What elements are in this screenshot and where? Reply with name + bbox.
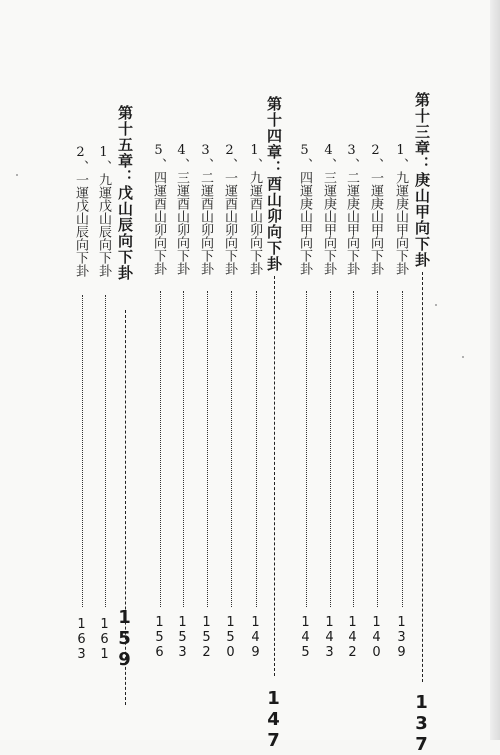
- toc-page-number: 150: [223, 615, 238, 660]
- print-speck: [16, 174, 18, 176]
- toc-entry-label: 3、二運酉山卯向下卦: [198, 143, 213, 275]
- toc-entry-15-1[interactable]: [95, 145, 117, 670]
- toc-entry-label: 4、三運庚山甲向下卦: [321, 143, 336, 275]
- leader-dots: [231, 291, 232, 607]
- toc-entry-14-2[interactable]: [221, 143, 243, 670]
- toc-page-number: 163: [74, 617, 89, 662]
- toc-entry-label: 第十四章：酉山卯向下卦: [265, 96, 283, 272]
- toc-entry-label: 5、四運酉山卯向下卦: [151, 143, 166, 275]
- toc-entry-14-3[interactable]: [197, 143, 219, 670]
- toc-entry-chapter-15[interactable]: [115, 105, 137, 670]
- toc-entry-label: 1、九運酉山卯向下卦: [247, 143, 262, 275]
- print-speck: [462, 356, 464, 358]
- leader-dots: [353, 291, 354, 607]
- leader-dots: [82, 295, 83, 607]
- toc-page-number: 142: [345, 615, 360, 660]
- toc-entry-label: 3、二運庚山甲向下卦: [344, 143, 359, 275]
- toc-page-number: 137: [411, 692, 432, 755]
- leader-dots: [207, 291, 208, 607]
- toc-entry-label: 1、九運戊山辰向下卦: [96, 145, 111, 277]
- toc-entry-label: 5、四運庚山甲向下卦: [297, 143, 312, 275]
- toc-entry-15-2[interactable]: [72, 145, 94, 670]
- toc-page-number: 152: [199, 615, 214, 660]
- toc-entry-13-1[interactable]: [392, 143, 414, 670]
- toc-page-number: 149: [248, 615, 263, 660]
- toc-page-number: 143: [322, 615, 337, 660]
- leader-dots: [422, 272, 423, 682]
- leader-dots: [330, 291, 331, 607]
- toc-entry-14-1[interactable]: [246, 143, 268, 670]
- page-edge-shadow: [490, 0, 500, 740]
- toc-page-number: 159: [114, 607, 135, 670]
- toc-entry-label: 2、一運戊山辰向下卦: [73, 145, 88, 277]
- toc-entry-13-2[interactable]: [367, 143, 389, 670]
- toc-page-number: 161: [97, 617, 112, 662]
- leader-dots: [105, 295, 106, 607]
- toc-page-number: 145: [298, 615, 313, 660]
- toc-entry-14-5[interactable]: [150, 143, 172, 670]
- leader-dots: [274, 276, 275, 676]
- leader-dots: [256, 291, 257, 607]
- leader-dots: [377, 291, 378, 607]
- toc-entry-label: 1、九運庚山甲向下卦: [393, 143, 408, 275]
- toc-entry-13-5[interactable]: [296, 143, 318, 670]
- toc-entry-13-3[interactable]: [343, 143, 365, 670]
- toc-entry-label: 第十五章：戊山辰向下卦: [116, 105, 134, 281]
- toc-entry-label: 2、一運庚山甲向下卦: [368, 143, 383, 275]
- leader-dots: [402, 291, 403, 607]
- print-speck: [435, 304, 437, 306]
- toc-entry-label: 4、三運酉山卯向下卦: [174, 143, 189, 275]
- toc-page-number: 139: [394, 615, 409, 660]
- toc-page-number: 140: [369, 615, 384, 660]
- leader-dots: [183, 291, 184, 607]
- toc-page-number: 156: [152, 615, 167, 660]
- toc-entry-13-4[interactable]: [320, 143, 342, 670]
- leader-dots: [160, 291, 161, 607]
- toc-page-number: 153: [175, 615, 190, 660]
- toc-entry-14-4[interactable]: [173, 143, 195, 670]
- toc-entry-label: 第十三章：庚山甲向下卦: [413, 92, 431, 268]
- toc-entry-label: 2、一運酉山卯向下卦: [222, 143, 237, 275]
- toc-page-number: 147: [263, 688, 284, 751]
- leader-dots: [306, 291, 307, 607]
- toc-entry-chapter-13[interactable]: [411, 92, 434, 755]
